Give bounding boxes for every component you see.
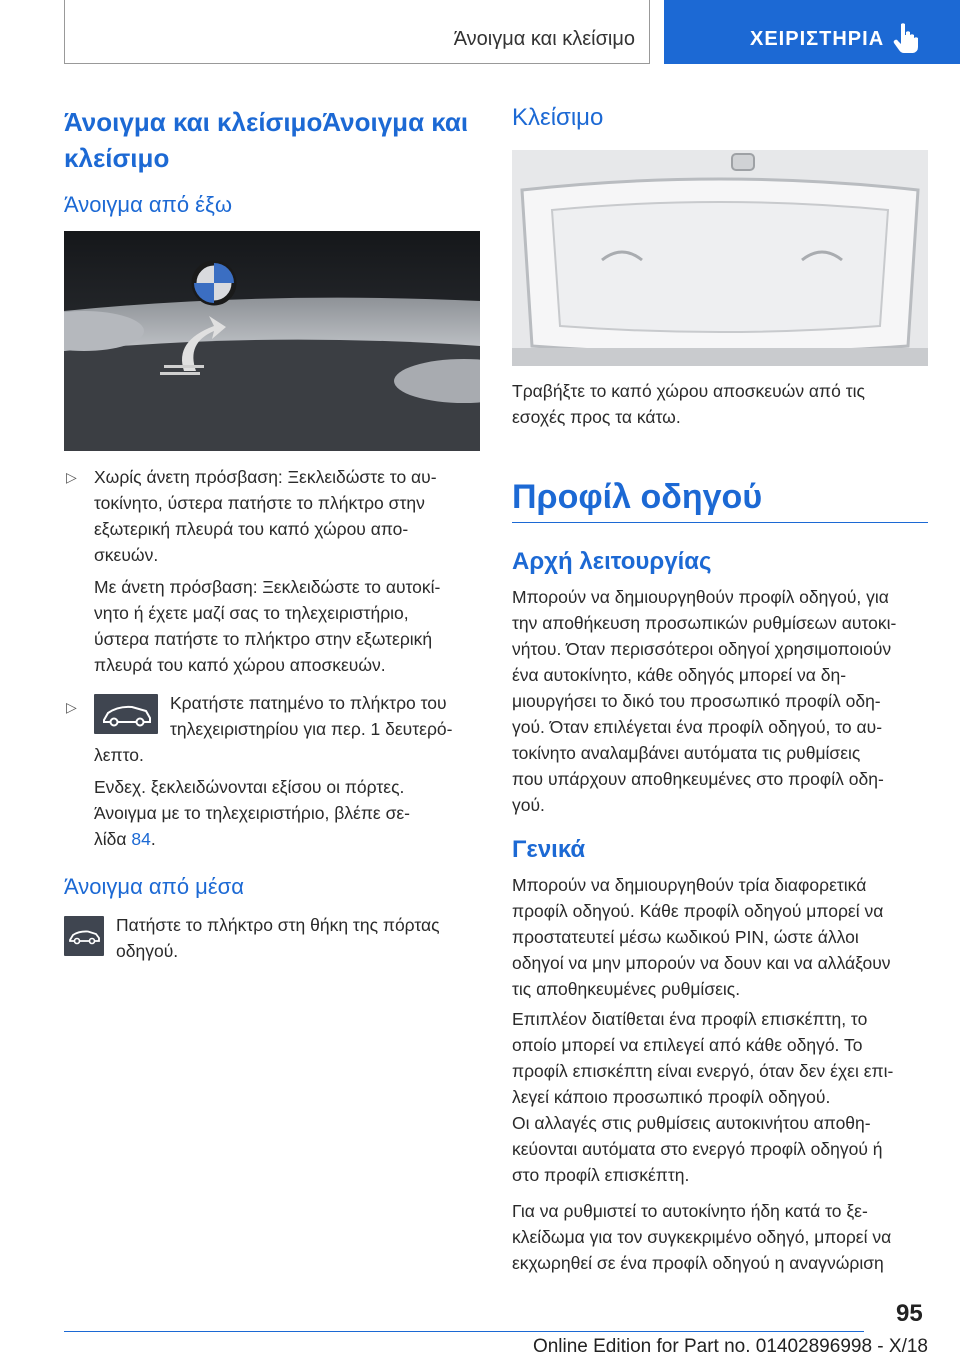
general-paragraph-4: Για να ρυθμιστεί το αυτοκίνητο ήδη κατά το ξε- κλείδωμα για τον συγκεκριμένο οδηγό, μπορεί να εκχωρηθεί σε ένα προφίλ οδηγού η αναγνώριση	[512, 1201, 892, 1273]
heading-rule	[512, 522, 928, 523]
page-main-title: Άνοιγμα και κλείσιμοΆνοιγμα και κλείσιμο	[64, 107, 469, 173]
trunk-exterior-photo	[64, 231, 480, 451]
bullet-marker: ▷	[66, 469, 77, 485]
chapter-title: Άνοιγμα και κλείσιμο	[453, 28, 635, 50]
remote-hold-instructions: Κρατήστε πατημένο το πλήκτρο του τηλεχειριστηρίου για περ. 1 δευτερό-	[170, 693, 453, 739]
page-number: 95	[896, 1300, 923, 1327]
general-paragraph-1: Μπορούν να δημιουργηθούν τρία διαφορετικά προφίλ οδηγού. Κάθε προφίλ οδηγού μπορεί να προστατευτεί μέσω κωδικού PIN, ώστε άλλοι οδηγοί να μην μπορούν να δουν και να αλλάξουν τις αποθηκευμένες ρυθμίσεις.	[512, 875, 891, 999]
heading-driver-profile: Προφίλ οδηγού	[512, 478, 763, 516]
hand-pointer-icon	[892, 22, 922, 54]
heading-opening-inside: Άνοιγμα από μέσα	[64, 874, 244, 899]
comfort-access-instructions: Με άνετη πρόσβαση: Ξεκλειδώστε το αυτοκί- νητο ή έχετε μαζί σας το τηλεχειριστήριο, ύστερα πατήστε το πλήκτρο στην εξωτερική πλευρά του καπό χώρου αποσκευών.	[94, 577, 441, 675]
footer-rule	[64, 1331, 864, 1332]
closing-instructions: Τραβήξτε το καπό χώρου αποσκευών από τις εσοχές προς τα κάτω.	[512, 381, 865, 427]
remote-hold-instructions-end: λεπτο.	[94, 745, 144, 765]
car-trunk-remote-icon	[94, 694, 158, 734]
bullet-marker: ▷	[66, 699, 77, 715]
opening-inside-instructions: Πατήστε το πλήκτρο στη θήκη της πόρτας οδηγού.	[116, 915, 440, 961]
footer-edition: Online Edition for Part no. 01402896998 - X/18	[532, 1336, 928, 1357]
heading-opening-outside: Άνοιγμα από έξω	[64, 192, 232, 217]
general-paragraph-3: Οι αλλαγές στις ρυθμίσεις αυτοκινήτου αποθη- κεύονται αυτόματα στο ενεργό προφίλ οδηγού ή στο προφίλ επισκέπτη.	[512, 1113, 883, 1185]
page-reference-link[interactable]: 84	[131, 829, 151, 849]
principle-paragraph: Μπορούν να δημιουργηθούν προφίλ οδηγού, για την αποθήκευση προσωπικών ρυθμίσεων αυτοκι- νήτου. Όταν περισσότεροι οδηγοί χρησιμοποιούν ένα αυτοκίνητο, κάθε οδηγός μπορεί να δη- μιουργήσει το δικό του προσωπικό προφίλ οδη- γού. Όταν επιλέγεται ένα προφίλ οδηγού, το αυ- τοκίνητο αναλαμβάνει αυτόματα τις ρυθμίσεις που υπάρχουν αποθηκευμένες στο προφίλ οδη- γού.	[512, 587, 897, 815]
section-tab[interactable]	[664, 0, 960, 64]
heading-closing: Κλείσιμο	[512, 104, 604, 131]
car-trunk-button-icon	[64, 916, 104, 956]
general-paragraph-2: Επιπλέον διατίθεται ένα προφίλ επισκέπτη, το οποίο μπορεί να επιλεγεί από κάθε οδηγό. Το προφίλ επισκέπτη είναι ενεργό, όταν δεν έχει επι- λεγεί κάποιο προσωπικό προφίλ οδηγού.	[512, 1009, 894, 1107]
heading-general: Γενικά	[512, 836, 586, 863]
header-chapter-box	[64, 0, 650, 64]
trunk-interior-photo	[512, 150, 928, 366]
opening-outside-instructions: Χωρίς άνετη πρόσβαση: Ξεκλειδώστε το αυ- τοκίνητο, ύστερα πατήστε το πλήκτρο στην εξωτερική πλευρά του καπό χώρου απο- σκευών.	[94, 467, 437, 565]
heading-principle: Αρχή λειτουργίας	[512, 548, 712, 575]
doors-unlock-note: Ενδεχ. ξεκλειδώνονται εξίσου οι πόρτες. Άνοιγμα με το τηλεχειριστήριο, βλέπε σε- λίδα 84.	[94, 777, 410, 849]
section-tab-label: ΧΕΙΡΙΣΤΗΡΙΑ	[750, 28, 885, 50]
